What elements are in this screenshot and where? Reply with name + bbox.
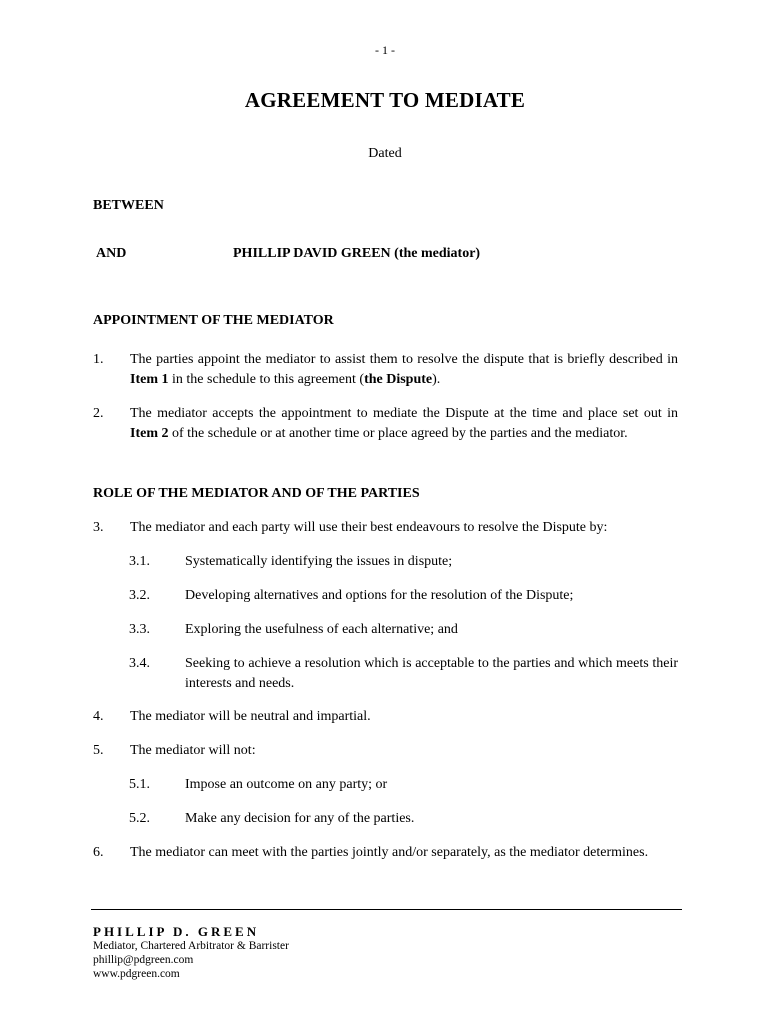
clause-bold-term: the Dispute [364, 372, 433, 387]
clause-2 [93, 404, 678, 444]
section-heading-appointment: APPOINTMENT OF THE MEDIATOR [93, 313, 334, 328]
clause-3-3 [129, 620, 678, 640]
subclause-text: Make any decision for any of the parties. [185, 811, 415, 826]
subclause-text: Systematically identifying the issues in dispute; [185, 554, 453, 569]
document-title: AGREEMENT TO MEDIATE [244, 88, 526, 112]
clause-3-2 [129, 586, 678, 606]
footer-name: PHILLIP D. GREEN [93, 924, 260, 939]
footer-email: phillip@pdgreen.com [93, 954, 194, 966]
dated-label: Dated [368, 146, 402, 161]
subclause-number: 3.1. [129, 554, 150, 569]
page-number: - 1 - [375, 43, 395, 57]
clause-text-part: ). [432, 372, 441, 387]
clause-text: The mediator and each party will use their best endeavours to resolve the Dispute by: [130, 520, 608, 535]
subclause-text: Seeking to achieve a resolution which is acceptable to the parties and which meets their interests and needs. [185, 656, 678, 691]
clause-text-part: of the schedule or at another time or place agreed by the parties and the mediator. [168, 426, 628, 441]
subclause-number: 3.4. [129, 656, 150, 671]
footer-website: www.pdgreen.com [93, 968, 180, 980]
clause-number: 4. [93, 709, 104, 724]
clause-number: 5. [93, 743, 104, 758]
subclause-number: 5.2. [129, 811, 150, 826]
clause-5 [93, 741, 678, 761]
footer-role: Mediator, Chartered Arbitrator & Barrister [93, 940, 289, 952]
footer-divider [91, 909, 682, 910]
clause-text: The mediator will be neutral and impartial. [130, 709, 371, 724]
clause-5-1 [129, 775, 678, 795]
and-label: AND [96, 246, 127, 261]
clause-text-part: The parties appoint the mediator to assist them to resolve the dispute that is briefly described in [130, 352, 678, 367]
clause-text [130, 404, 678, 444]
clause-text: The mediator will not: [130, 743, 256, 758]
subclause-text: Impose an outcome on any party; or [185, 777, 388, 792]
subclause-number: 3.2. [129, 588, 150, 603]
clause-6 [93, 843, 678, 863]
subclause-text: Exploring the usefulness of each alternative; and [185, 622, 458, 637]
subclause-number: 3.3. [129, 622, 150, 637]
subclause-text: Developing alternatives and options for the resolution of the Dispute; [185, 588, 574, 603]
clause-text-part: in the schedule to this agreement ( [168, 372, 365, 387]
clause-3-4 [129, 654, 678, 694]
clause-bold-item: Item 2 [130, 426, 169, 441]
clause-3 [93, 518, 678, 538]
clause-number: 6. [93, 845, 104, 860]
mediator-party: PHILLIP DAVID GREEN (the mediator) [233, 246, 481, 261]
clause-text: The mediator can meet with the parties jointly and/or separately, as the mediator determines. [130, 845, 649, 860]
clause-3-1 [129, 552, 678, 572]
clause-number: 1. [93, 352, 104, 367]
clause-text-part: The mediator accepts the appointment to mediate the Dispute at the time and place set out in [130, 406, 678, 421]
clause-text [130, 350, 678, 390]
clause-4 [93, 707, 678, 727]
section-heading-role: ROLE OF THE MEDIATOR AND OF THE PARTIES [93, 486, 420, 501]
clause-bold-item: Item 1 [130, 372, 169, 387]
clause-5-2 [129, 809, 678, 829]
clause-1 [93, 350, 678, 390]
between-label: BETWEEN [93, 198, 164, 213]
subclause-number: 5.1. [129, 777, 150, 792]
clause-number: 3. [93, 520, 104, 535]
clause-number: 2. [93, 406, 104, 421]
